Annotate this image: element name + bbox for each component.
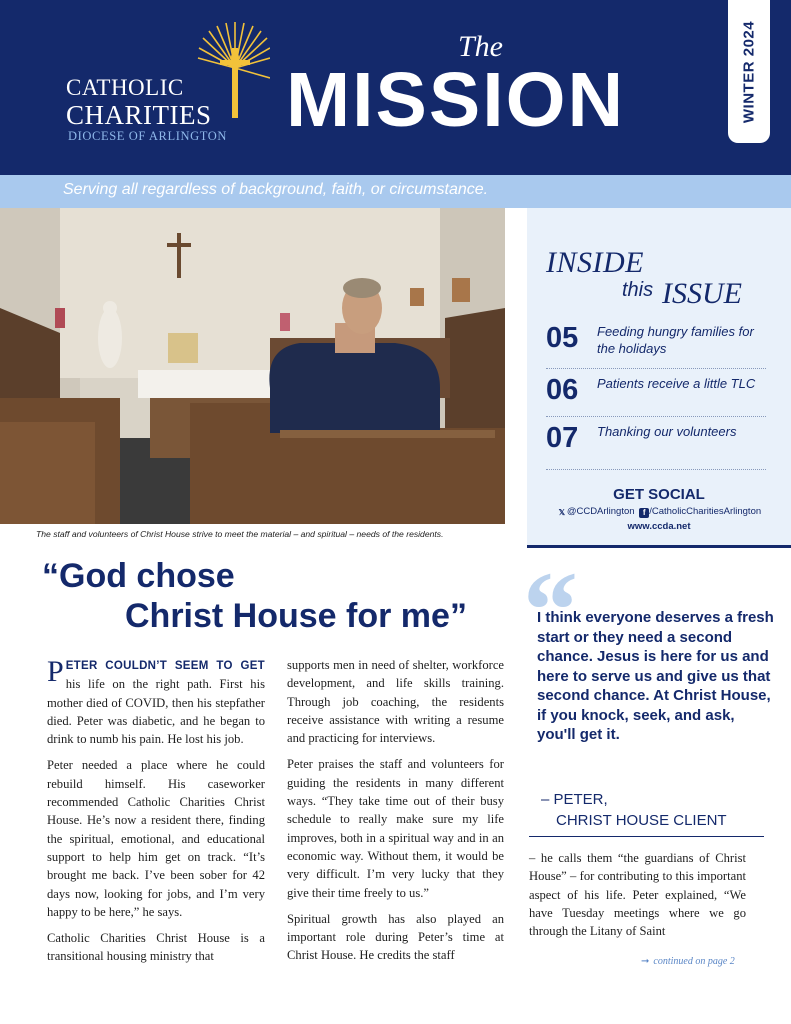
facebook-handle[interactable]: /CatholicCharitiesArlington — [649, 506, 762, 517]
get-social-heading: GET SOCIAL — [613, 486, 705, 503]
article-column-3 — [529, 849, 746, 948]
article-paragraph: – he calls them “the guardians of Christ House” – for contributing to this important aspect of his life. Peter explained, “We have Tuesday meetings where we go through the Litany of Saint — [529, 851, 746, 939]
this-heading: this — [622, 279, 654, 301]
toc-item[interactable] — [546, 322, 766, 370]
pull-quote-attribution-role: CHRIST HOUSE CLIENT — [556, 812, 727, 829]
article-paragraph: Catholic Charities Christ House is a transitional housing ministry that — [47, 931, 265, 964]
article-paragraph: Spiritual growth has also played an important role during Peter’s time at Christ House. He credits the staff — [287, 911, 504, 963]
toc-title: Thanking our volunteers — [597, 424, 737, 439]
toc-page-number: 07 — [546, 422, 579, 454]
photo-caption: The staff and volunteers of Christ House strive to meet the material – and spiritual – needs of the residents. — [36, 529, 444, 539]
pull-quote-text: I think everyone deserves a fresh start or they need a second chance. Jesus is here for us and here to serve us and give us that second chance. At Christ House, if you knock, seek, and ask, you'll get it. — [537, 609, 774, 743]
toc-title: Patients receive a little TLC — [597, 376, 756, 391]
toc-page-number: 05 — [546, 322, 579, 354]
catholic-charities-logo — [62, 20, 252, 150]
article-headline-line2: Christ House for me” — [125, 597, 467, 635]
inside-heading: INSIDE — [546, 246, 644, 279]
article-column-2 — [287, 656, 504, 973]
article-paragraph: PETER COULDN’T SEEM TO GET his life on the right path. First his mother died of COVID, then his stepfather died. Peter was diabetic, and he began to drink to numb his pain. He lost his job. — [47, 655, 265, 747]
article-headline-line1: “God chose — [42, 557, 235, 595]
issue-heading: ISSUE — [662, 277, 742, 310]
article-column-1 — [47, 656, 265, 974]
article-paragraph: Peter needed a place where he could rebuild himself. His caseworker recommended Catholic Charities Christ House. He’s now a resident there, finding the spiritual, emotional, and educational support to help him get on track. “It’s brought me back. I’ve been sober for 42 days now, looking for jobs, and I’m very happy to be here,” he says. — [47, 758, 265, 919]
quote-mark-icon: “ — [523, 549, 578, 671]
issue-season: WINTER 2024 — [740, 20, 758, 124]
toc-page-number: 06 — [546, 374, 579, 406]
newsletter-title: MISSION — [286, 57, 626, 143]
toc-item[interactable] — [546, 374, 766, 422]
toc-item[interactable] — [546, 422, 766, 470]
pull-quote-attribution-name: – PETER, — [541, 791, 608, 808]
toc-title: Feeding hungry families for the holidays — [597, 324, 754, 356]
article-paragraph: supports men in need of shelter, workforce development, and life skills training. Through job coaching, the residents receive assistance with writing a resume and practicing for interviews. — [287, 658, 504, 746]
toc-divider — [546, 469, 766, 470]
toc-divider — [546, 416, 766, 417]
tagline: Serving all regardless of background, faith, or circumstance. — [63, 181, 489, 198]
toc-divider — [546, 368, 766, 369]
logo-text-catholic: CATHOLIC — [66, 75, 184, 100]
continued-link[interactable] — [641, 956, 735, 967]
article-paragraph: Peter praises the staff and volunteers for guiding the residents in many different ways. “They take time out of their busy schedule to really make sure my life improves, both in a spiritual way and in an economic way. Without them, it would be very difficult. I’m very lucky that they give their time freely to us.” — [287, 757, 504, 900]
continued-text: continued on page 2 — [653, 956, 735, 967]
panel-bottom-rule — [527, 545, 791, 548]
drop-cap: P — [47, 655, 64, 688]
lead-in: ETER COULDN’T SEEM TO GET — [65, 660, 265, 672]
x-twitter-icon[interactable]: 𝕏 — [558, 508, 566, 517]
title-the: The — [458, 30, 503, 63]
twitter-handle[interactable]: @CCDArlington — [566, 506, 635, 517]
logo-text-diocese: DIOCESE OF ARLINGTON — [68, 129, 227, 143]
pull-quote-rule — [529, 836, 764, 837]
social-handles — [527, 506, 791, 518]
facebook-icon[interactable]: f — [639, 508, 649, 518]
chapel-photo — [0, 208, 505, 524]
arrow-right-icon: ➞ — [641, 956, 650, 967]
website-link[interactable]: www.ccda.net — [627, 521, 691, 532]
logo-text-charities: CHARITIES — [66, 100, 212, 130]
